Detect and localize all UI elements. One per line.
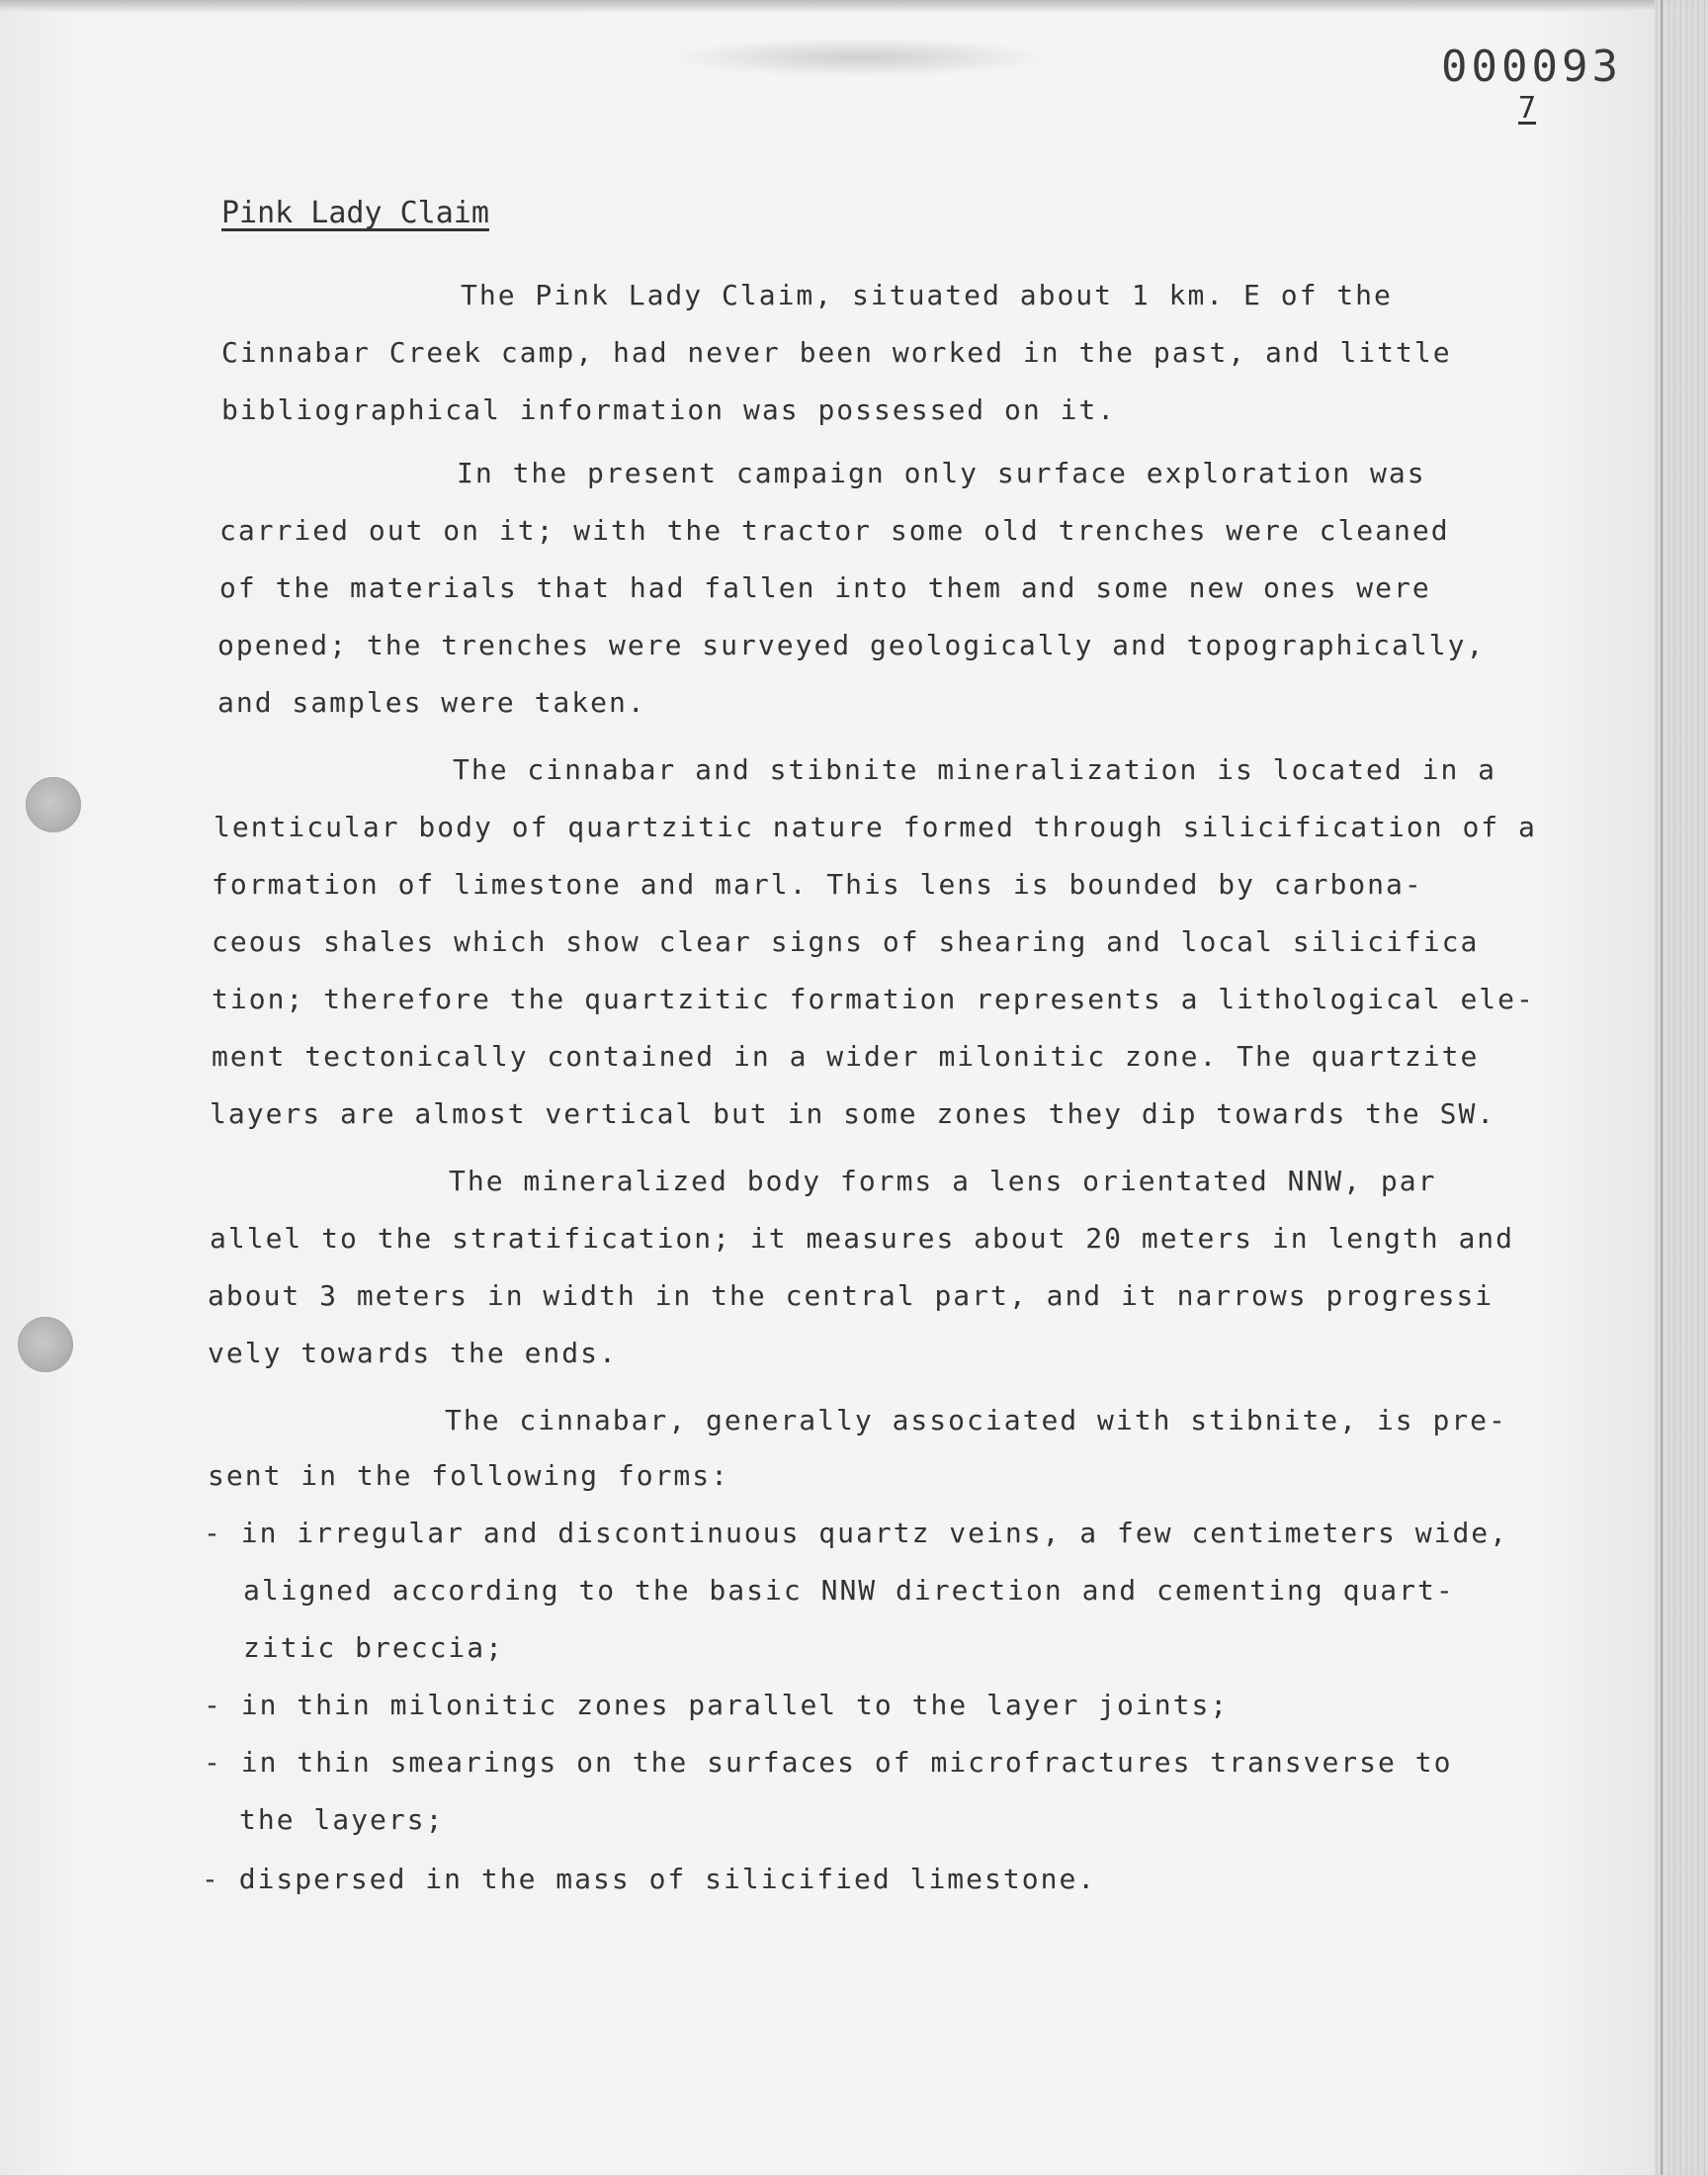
body-line: vely towards the ends. (208, 1337, 618, 1369)
page-top-edge (0, 0, 1708, 12)
body-line: lenticular body of quartzitic nature formed through silicification of a (214, 811, 1537, 843)
body-line: The cinnabar, generally associated with stibnite, is pre- (445, 1404, 1507, 1436)
body-line: allel to the stratification; it measures about 20 meters in length and (210, 1222, 1515, 1255)
body-line: The mineralized body forms a lens orientated NNW, par (449, 1165, 1437, 1197)
page-right-edge (1655, 0, 1708, 2175)
list-item-continuation: zitic breccia; (243, 1631, 505, 1664)
body-line: carried out on it; with the tractor some old trenches were cleaned (219, 514, 1450, 547)
body-line: The Pink Lady Claim, situated about 1 km. E of the (461, 279, 1393, 311)
scan-smudge (672, 38, 1048, 77)
body-line: Cinnabar Creek camp, had never been worked in the past, and little (221, 336, 1452, 369)
list-item: - in thin smearings on the surfaces of microfractures transverse to (204, 1746, 1453, 1779)
body-line: ment tectonically contained in a wider milonitic zone. The quartzite (212, 1040, 1480, 1073)
body-line: layers are almost vertical but in some zones they dip towards the SW. (210, 1097, 1496, 1130)
body-line: about 3 meters in width in the central part, and it narrows progressi (208, 1279, 1494, 1312)
list-item: - dispersed in the mass of silicified limestone. (202, 1863, 1097, 1895)
body-line: of the materials that had fallen into them and some new ones were (219, 571, 1431, 604)
body-line: sent in the following forms: (208, 1459, 730, 1492)
body-line: ceous shales which show clear signs of shearing and local silicifica (212, 925, 1480, 958)
body-line: The cinnabar and stibnite mineralization is located in a (453, 753, 1497, 786)
body-line: bibliographical information was possessed on it. (221, 393, 1117, 426)
list-item-continuation: aligned according to the basic NNW direction and cementing quart- (243, 1574, 1455, 1607)
list-item: - in irregular and discontinuous quartz veins, a few centimeters wide, (204, 1517, 1509, 1549)
list-item-continuation: the layers; (239, 1803, 445, 1836)
body-line: opened; the trenches were surveyed geologically and topographically, (217, 629, 1486, 661)
body-line: tion; therefore the quartzitic formation represents a lithological ele- (212, 983, 1535, 1015)
punch-hole-upper (26, 777, 81, 832)
page-right-rule (1661, 0, 1663, 2175)
body-line: and samples were taken. (217, 686, 646, 719)
section-title: Pink Lady Claim (221, 196, 489, 230)
body-line: In the present campaign only surface exploration was (457, 457, 1426, 489)
body-line: formation of limestone and marl. This lens is bounded by carbona- (212, 868, 1423, 901)
punch-hole-lower (18, 1317, 73, 1372)
document-stamp-number: 000093 (1441, 42, 1622, 92)
page-number: 7 (1518, 91, 1537, 126)
list-item: - in thin milonitic zones parallel to the layer joints; (204, 1689, 1230, 1721)
